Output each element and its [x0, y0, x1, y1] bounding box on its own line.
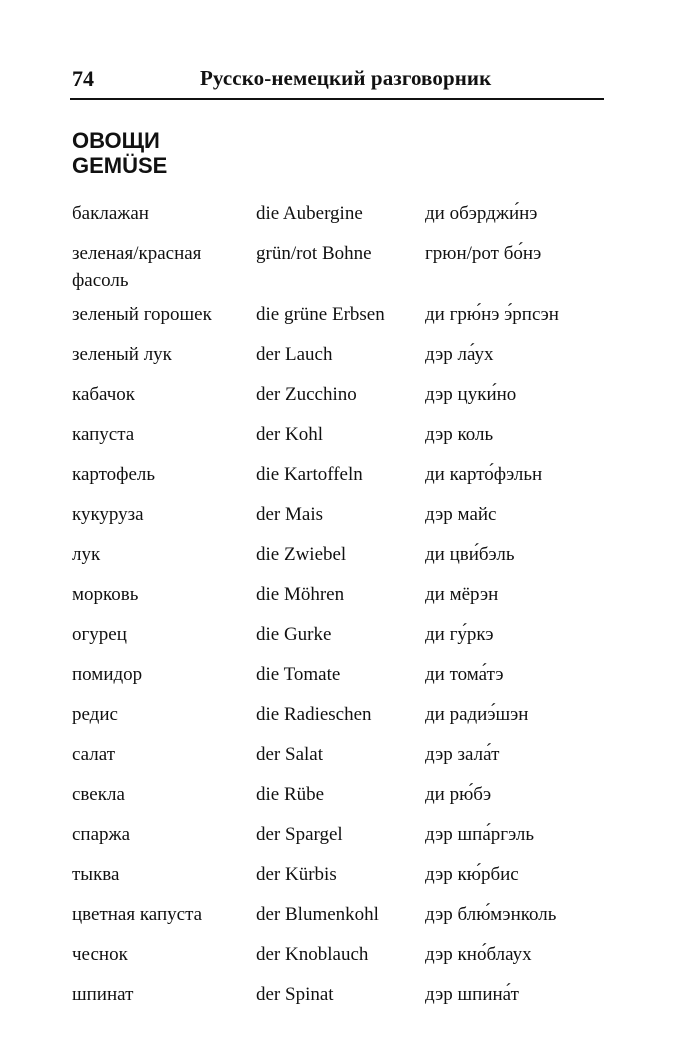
page-number: 74: [72, 66, 94, 91]
german-word: der Lauch: [256, 344, 333, 365]
german-word: der Knoblauch: [256, 944, 369, 965]
transcription: ди радиэ́шэн: [425, 704, 529, 725]
transcription: дэр шпина́т: [425, 984, 519, 1005]
transcription: дэр шпа́ргэль: [425, 824, 535, 845]
german-word: die grüne Erbsen: [256, 304, 385, 325]
german-word: der Kürbis: [256, 864, 337, 885]
transcription: дэр зала́т: [425, 744, 500, 765]
russian-word: картофель: [72, 464, 156, 485]
russian-word: кукуруза: [72, 504, 144, 525]
transcription: дэр кю́рбис: [425, 864, 519, 885]
russian-word: чеснок: [72, 944, 128, 965]
transcription: ди карто́фэльн: [425, 464, 543, 485]
running-title: Русско-немецкий разговорник: [200, 66, 492, 90]
german-word: der Spargel: [256, 824, 343, 845]
german-word: die Gurke: [256, 624, 332, 645]
transcription: дэр ла́ух: [425, 344, 494, 365]
german-word: die Zwiebel: [256, 544, 347, 565]
russian-word: баклажан: [72, 203, 149, 224]
russian-word: лук: [72, 544, 101, 565]
transcription: дэр блю́мэнколь: [425, 904, 557, 925]
transcription: ди обэрджи́нэ: [425, 203, 538, 224]
transcription: ди цви́бэль: [425, 544, 515, 565]
german-word: die Möhren: [256, 584, 345, 605]
german-word: der Spinat: [256, 984, 334, 1005]
transcription: ди мёрэн: [425, 584, 499, 605]
russian-word: зеленая/красная фасоль: [72, 243, 202, 291]
german-word: der Blumenkohl: [256, 904, 379, 925]
german-word: die Radieschen: [256, 704, 372, 725]
transcription: грюн/рот бо́нэ: [425, 243, 542, 264]
russian-word: зеленый горошек: [72, 304, 212, 325]
russian-word: зеленый лук: [72, 344, 172, 365]
transcription: ди тома́тэ: [425, 664, 504, 685]
transcription: дэр майс: [425, 504, 497, 525]
russian-word: кабачок: [72, 384, 136, 405]
german-word: die Kartoffeln: [256, 464, 363, 485]
transcription: дэр коль: [425, 424, 494, 445]
transcription: дэр цуки́но: [425, 384, 517, 405]
transcription: ди грю́нэ э́рпсэн: [425, 304, 559, 325]
german-word: der Kohl: [256, 424, 324, 445]
transcription: ди гу́ркэ: [425, 624, 494, 645]
transcription: ди рю́бэ: [425, 784, 492, 805]
german-word: der Salat: [256, 744, 324, 765]
german-word: grün/rot Bohne: [256, 243, 372, 264]
page-header: [70, 62, 604, 100]
german-word: die Aubergine: [256, 203, 363, 224]
russian-word: помидор: [72, 664, 143, 685]
german-word: die Tomate: [256, 664, 341, 685]
russian-word: спаржа: [72, 824, 131, 845]
transcription: дэр кно́блаух: [425, 944, 532, 965]
section-title-de: GEMÜSE: [72, 153, 168, 178]
russian-word: свекла: [72, 784, 125, 805]
russian-word: шпинат: [72, 984, 134, 1005]
section-title-ru: ОВОЩИ: [72, 128, 160, 153]
russian-word: морковь: [72, 584, 139, 605]
russian-word: капуста: [72, 424, 135, 445]
german-word: der Zucchino: [256, 384, 357, 405]
german-word: der Mais: [256, 504, 324, 525]
german-word: die Rübe: [256, 784, 325, 805]
russian-word: тыква: [72, 864, 120, 885]
section-heading: [72, 128, 167, 178]
russian-word: цветная капуста: [72, 904, 203, 925]
russian-word: салат: [72, 744, 115, 765]
russian-word: огурец: [72, 624, 127, 645]
russian-word: редис: [72, 704, 118, 725]
